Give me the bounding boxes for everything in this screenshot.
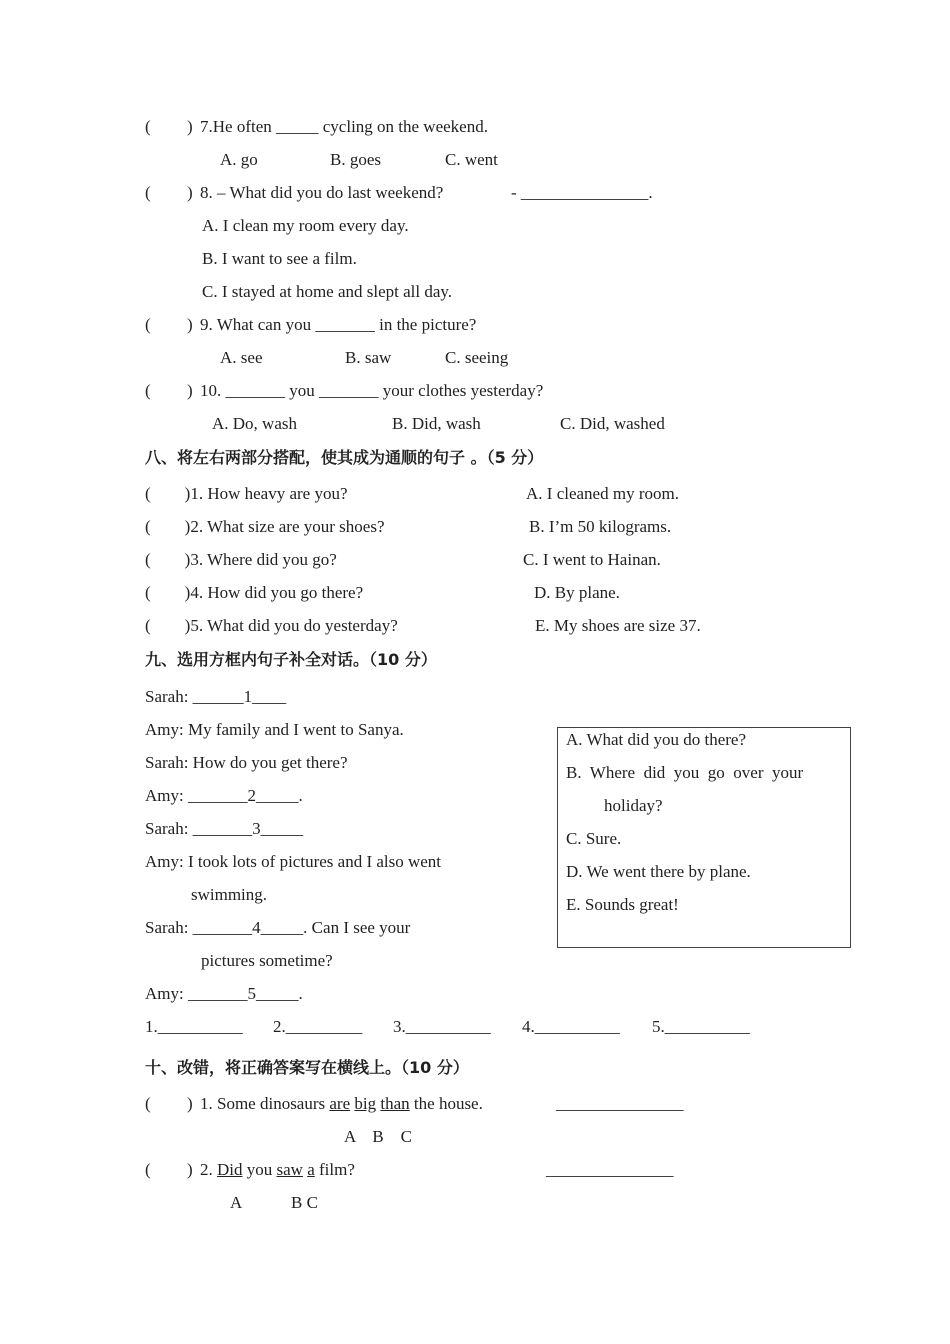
dialogue-line-1: Sarah: ______1____	[145, 687, 287, 706]
match-right-d: D. By plane.	[534, 583, 620, 602]
section9-heading: 九、选用方框内句子补全对话。（10 分）	[145, 650, 437, 669]
err-q2-part-a: Did	[217, 1160, 243, 1179]
box-option-b-cont: holiday?	[604, 796, 663, 815]
q10-paren-open: (	[145, 381, 151, 400]
q9-question: 9. What can you _______ in the picture?	[200, 315, 477, 334]
q9-option-c: C. seeing	[445, 348, 509, 367]
err-q1-part-a: are	[329, 1094, 351, 1113]
q9-option-b: B. saw	[345, 348, 392, 367]
answer-blank-4: 4.__________	[522, 1017, 620, 1036]
dialogue-line-7-cont: pictures sometime?	[201, 951, 333, 970]
section8-heading: 八、将左右两部分搭配，使其成为通顺的句子 。（5 分）	[145, 448, 544, 467]
q7-paren-close: )	[187, 117, 193, 136]
dialogue-line-6: Amy: I took lots of pictures and I also went	[145, 852, 442, 871]
dialogue-line-2: Amy: My family and I went to Sanya.	[145, 720, 404, 739]
dialogue-line-8: Amy: _______5_____.	[145, 984, 303, 1003]
q10-question: 10. _______ you _______ your clothes yesterday?	[200, 381, 544, 400]
q9-paren-open: (	[145, 315, 151, 334]
answer-blank-3: 3.__________	[393, 1017, 491, 1036]
q8-question: 8. – What did you do last weekend?	[200, 183, 444, 202]
q10-option-b: B. Did, wash	[392, 414, 481, 433]
match-left-5: ( )5. What did you do yesterday?	[145, 616, 398, 635]
box-option-a: A. What did you do there?	[566, 730, 747, 749]
answer-blank-2: 2._________	[273, 1017, 363, 1036]
err-q1-paren-open: (	[145, 1094, 151, 1113]
q8-option-a: A. I clean my room every day.	[202, 216, 409, 235]
dialogue-line-6-cont: swimming.	[191, 885, 268, 904]
box-option-b: B. Where did you go over your	[566, 763, 804, 782]
err-q1-rest: the house.	[409, 1094, 483, 1113]
dialogue-line-3: Sarah: How do you get there?	[145, 753, 348, 772]
q7-option-a: A. go	[220, 150, 258, 169]
q8-answer-blank: - _______________.	[511, 183, 653, 202]
q7-question: 7.He often _____ cycling on the weekend.	[200, 117, 488, 136]
err-q2-paren-close: )	[187, 1160, 193, 1179]
err-q2-answer-blank: _______________	[546, 1160, 674, 1179]
box-option-d: D. We went there by plane.	[566, 862, 751, 881]
answer-blank-5: 5.__________	[652, 1017, 750, 1036]
answer-blank-1: 1.__________	[145, 1017, 243, 1036]
err-q2-part-c: a	[307, 1160, 315, 1179]
match-right-e: E. My shoes are size 37.	[535, 616, 701, 635]
section10-heading: 十、改错，将正确答案写在横线上。（10 分）	[145, 1058, 469, 1077]
err-q2-letter-a: A	[230, 1193, 243, 1212]
match-right-a: A. I cleaned my room.	[526, 484, 679, 503]
q8-option-c: C. I stayed at home and slept all day.	[202, 282, 453, 301]
q10-paren-close: )	[187, 381, 193, 400]
err-q2-part-b: saw	[276, 1160, 303, 1179]
err-q1-letters: A B C	[344, 1127, 413, 1146]
err-q1-number: 1. Some dinosaurs	[200, 1094, 330, 1113]
dialogue-line-4: Amy: _______2_____.	[145, 786, 303, 805]
q8-option-b: B. I want to see a film.	[202, 249, 357, 268]
q10-option-a: A. Do, wash	[212, 414, 297, 433]
err-q2-number: 2.	[200, 1160, 217, 1179]
box-option-e: E. Sounds great!	[566, 895, 679, 914]
match-left-4: ( )4. How did you go there?	[145, 583, 364, 602]
err-q2-mid: you	[242, 1160, 277, 1179]
q10-option-c: C. Did, washed	[560, 414, 665, 433]
q7-paren-open: (	[145, 117, 151, 136]
dialogue-line-5: Sarah: _______3_____	[145, 819, 304, 838]
q7-option-c: C. went	[445, 150, 498, 169]
box-option-c: C. Sure.	[566, 829, 622, 848]
q9-option-a: A. see	[220, 348, 263, 367]
match-left-2: ( )2. What size are your shoes?	[145, 517, 385, 536]
err-q2-sentence	[200, 1159, 355, 1181]
q8-paren-close: )	[187, 183, 193, 202]
err-q1-answer-blank: _______________	[556, 1094, 684, 1113]
match-right-b: B. I’m 50 kilograms.	[529, 517, 672, 536]
q9-paren-close: )	[187, 315, 193, 334]
match-left-1: ( )1. How heavy are you?	[145, 484, 348, 503]
match-left-3: ( )3. Where did you go?	[145, 550, 337, 569]
err-q2-letters-bc: B C	[291, 1193, 318, 1212]
err-q1-sentence	[200, 1093, 483, 1115]
err-q1-paren-close: )	[187, 1094, 193, 1113]
q8-paren-open: (	[145, 183, 151, 202]
q7-option-b: B. goes	[330, 150, 381, 169]
err-q1-part-b: big	[354, 1094, 377, 1113]
dialogue-line-7: Sarah: _______4_____. Can I see your	[145, 918, 411, 937]
err-q2-paren-open: (	[145, 1160, 151, 1179]
match-right-c: C. I went to Hainan.	[523, 550, 661, 569]
err-q2-rest: film?	[314, 1160, 355, 1179]
err-q1-part-c: than	[380, 1094, 410, 1113]
